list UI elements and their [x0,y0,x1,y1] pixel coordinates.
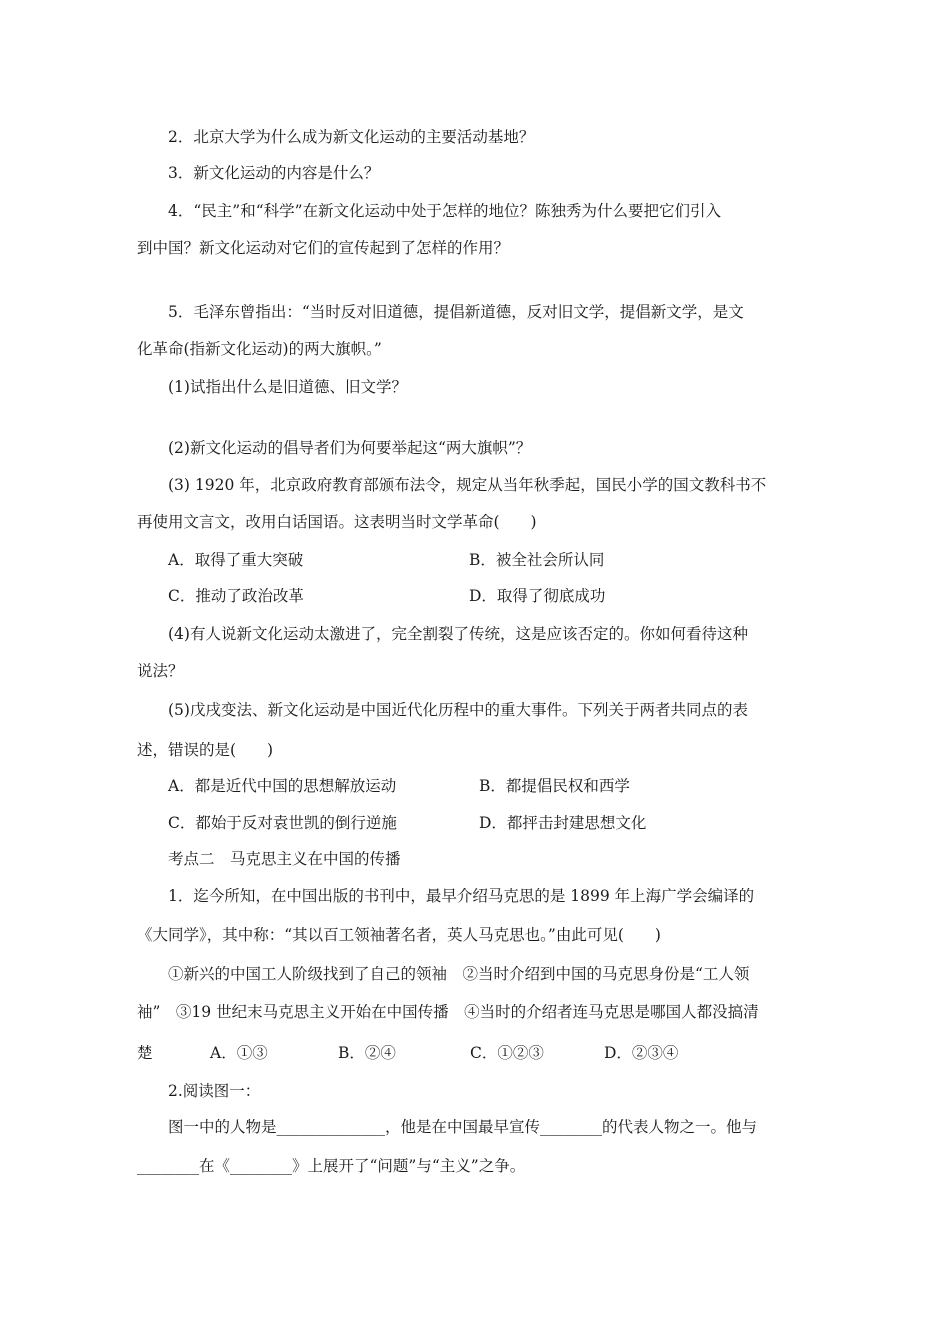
section-heading-2: 考点二 马克思主义在中国的传播 [168,850,401,868]
question-5-line-1: 5．毛泽东曾指出：“当时反对旧道德，提倡新道德，反对旧文学，提倡新文学，是文 [168,303,744,321]
key-question-1-line-4: 袖” ③19 世纪末马克思主义开始在中国传播 ④当时的介绍者连马克思是哪国人都没搞清 [137,1003,759,1021]
option-5-b: B．都提倡民权和西学 [479,777,630,795]
key-option-1-a: A．①③ [210,1044,268,1062]
option-5-c: C．都始于反对袁世凯的倒行逆施 [168,814,397,832]
key-question-2: 2.阅读图一： [168,1082,261,1100]
subquestion-4-line-2: 说法？ [137,662,184,680]
key-option-1-b: B．②④ [338,1044,396,1062]
option-3-c: C．推动了政治改革 [168,587,304,605]
subquestion-1: (1)试指出什么是旧道德、旧文学？ [168,378,407,396]
key-question-1-line-3: ①新兴的中国工人阶级找到了自己的领袖 ②当时介绍到中国的马克思身份是“工人领 [168,965,750,983]
question-5-line-2: 化革命(指新文化运动)的两大旗帜。” [137,340,382,358]
question-4-line-2: 到中国？新文化运动对它们的宣传起到了怎样的作用？ [137,239,510,257]
question-4-line-1: 4．“民主”和“科学”在新文化运动中处于怎样的地位？陈独秀为什么要把它们引入 [168,202,722,220]
option-5-a: A．都是近代中国的思想解放运动 [168,777,397,795]
key-question-1-line-2: 《大同学》，其中称：“其以百工领袖著名者，英人马克思也。”由此可见( ) [137,926,661,944]
key-question-2-line-1: 图一中的人物是______________，他是在中国最早宣传________的代表人物之一。他与 [168,1118,758,1136]
subquestion-2: (2)新文化运动的倡导者们为何要举起这“两大旗帜”？ [168,439,532,457]
option-3-a: A．取得了重大突破 [168,551,304,569]
key-question-2-line-2: ________在《________》上展开了“问题”与“主义”之争。 [137,1157,526,1175]
question-3: 3．新文化运动的内容是什么？ [168,164,380,182]
subquestion-5-line-2: 述，错误的是( ) [137,741,274,759]
option-3-b: B．被全社会所认同 [469,551,605,569]
key-question-1-line-1: 1．迄今所知，在中国出版的书刊中，最早介绍马克思的是 1899 年上海广学会编译的 [168,887,755,905]
key-question-1-line-5: 楚 [137,1044,153,1062]
subquestion-4-line-1: (4)有人说新文化运动太激进了，完全割裂了传统，这是应该否定的。你如何看待这种 [168,625,748,643]
option-3-d: D．取得了彻底成功 [469,587,606,605]
key-option-1-d: D．②③④ [604,1044,679,1062]
option-5-d: D．都抨击封建思想文化 [479,814,647,832]
subquestion-3-line-2: 再使用文言文，改用白话国语。这表明当时文学革命( ) [137,513,537,531]
subquestion-5-line-1: (5)戊戌变法、新文化运动是中国近代化历程中的重大事件。下列关于两者共同点的表 [168,701,748,719]
subquestion-3-line-1: (3) 1920 年，北京政府教育部颁布法令，规定从当年秋季起，国民小学的国文教科书不 [168,476,767,494]
key-option-1-c: C．①②③ [470,1044,544,1062]
question-2: 2．北京大学为什么成为新文化运动的主要活动基地？ [168,128,535,146]
